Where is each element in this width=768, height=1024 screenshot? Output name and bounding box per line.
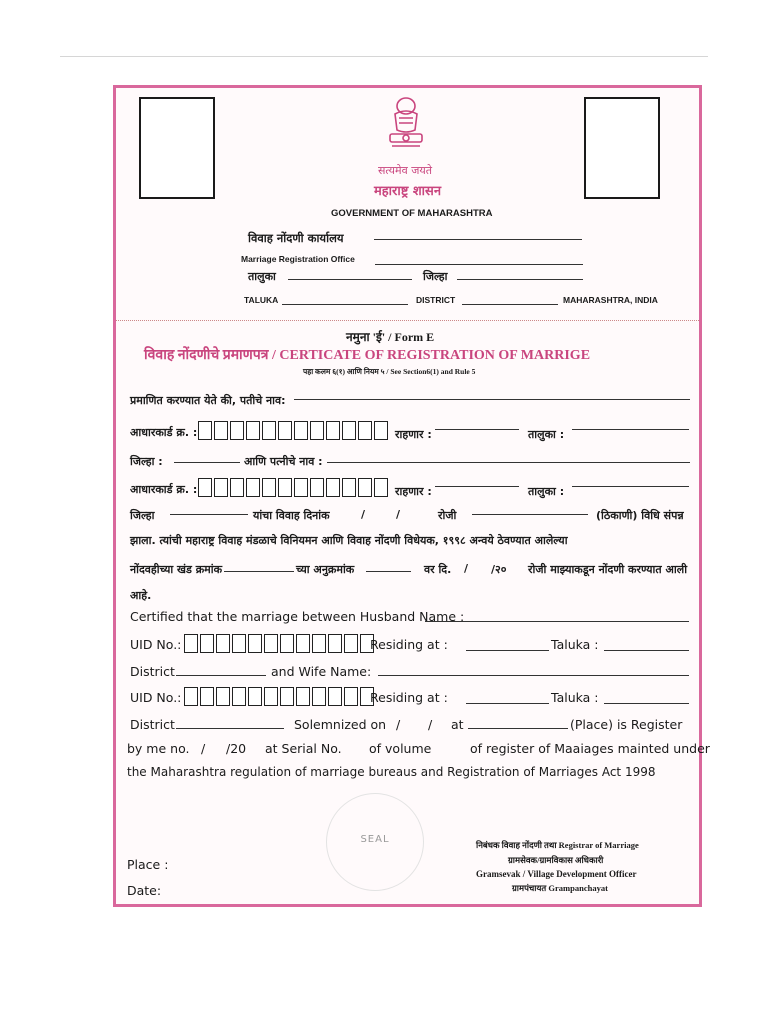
mr-year-slash: / (464, 562, 469, 575)
place-label: Place : (127, 857, 169, 872)
state-english: MAHARASHTRA, INDIA (563, 295, 658, 305)
en-uid-boxes-2[interactable] (184, 687, 376, 706)
mr-taluka-line-2 (572, 486, 689, 487)
en-solemnized-label: Solemnized on (294, 717, 387, 732)
en-register-text: of register of Maaiages mainted under (470, 741, 710, 756)
mr-residing-line-2 (435, 486, 519, 487)
taluka-line-en (282, 304, 408, 305)
district-line-en (462, 304, 558, 305)
district-line-mr (457, 279, 583, 280)
en-solemnized-slash-1: / (396, 717, 401, 732)
mr-aadhar-label-2: आधारकार्ड क्र. : (130, 483, 198, 496)
mr-roji-label: रोजी (438, 509, 457, 522)
mr-aahe: आहे. (130, 589, 152, 602)
en-uid-label-1: UID No.: (130, 637, 182, 652)
mr-aadhar-boxes-2[interactable] (198, 478, 390, 497)
mr-volume-line (224, 571, 294, 572)
signature-line-3: Gramsevak / Village Development Officer (476, 869, 637, 879)
seal-label: SEAL (360, 834, 390, 845)
ashoka-emblem-icon (382, 96, 430, 154)
en-place-register: (Place) is Register (570, 717, 683, 732)
en-uid-boxes-1[interactable] (184, 634, 376, 653)
mr-date-slash-2: / (396, 508, 401, 521)
husband-photo-box (139, 97, 215, 199)
mr-taluka-label-2: तालुका : (528, 485, 565, 498)
en-by-me-20: /20 (226, 741, 247, 756)
mr-aadhar-label-1: आधारकार्ड क्र. : (130, 426, 198, 439)
mr-wife-name-label: आणि पत्नीचे नाव : (244, 455, 323, 468)
mr-year-20: /२० (491, 563, 507, 576)
mr-wife-name-line (327, 462, 690, 463)
en-uid-label-2: UID No.: (130, 690, 182, 705)
en-taluka-label-2: Taluka : (551, 690, 599, 705)
mr-taluka-line-1 (572, 429, 689, 430)
mr-district-line-2 (170, 514, 248, 515)
en-residing-line-2 (466, 703, 549, 704)
mr-residing-label-2: राहणार : (395, 485, 432, 498)
page-top-rule (60, 56, 708, 57)
en-residing-label-1: Residing at : (370, 637, 448, 652)
mr-serial-line (366, 571, 411, 572)
office-english: Marriage Registration Office (241, 254, 355, 264)
mr-marriage-date-label: यांचा विवाह दिनांक (253, 509, 330, 522)
form-section: पहा कलम ६(१) आणि नियम ५ / See Section6(1) and Rule 5 (303, 367, 476, 376)
en-district-line-1 (176, 675, 266, 676)
district-marathi: जिल्हा (423, 270, 448, 283)
seal-circle (326, 793, 424, 891)
mr-register-volume-label: नोंदवहीच्या खंड क्रमांक (130, 563, 223, 576)
government-title: GOVERNMENT OF MAHARASHTRA (331, 208, 493, 219)
state-marathi: महाराष्ट्र शासन (374, 184, 442, 199)
form-number: नमुना 'ई' / Form E (346, 330, 435, 344)
mr-residing-line-1 (435, 429, 519, 430)
office-marathi: विवाह नोंदणी कार्यालय (248, 231, 344, 245)
mr-district-label: जिल्हा : (130, 455, 163, 468)
taluka-english: TALUKA (244, 295, 279, 305)
en-district-label-2: District (130, 717, 175, 732)
en-act-line: the Maharashtra regulation of marriage bureaus and Registration of Marriages Act 1998 (127, 765, 656, 779)
date-label: Date: (127, 883, 162, 898)
mr-serial-label: च्या अनुक्रमांक (296, 563, 355, 576)
en-place-line (468, 728, 568, 729)
en-wife-name-label: and Wife Name: (271, 664, 372, 679)
mr-place-line (472, 514, 588, 515)
form-title: विवाह नोंदणीचे प्रमाणपत्र / CERTICATE OF REGISTRATION OF MARRIGE (144, 348, 591, 363)
mr-registered-by: रोजी माझ्याकडून नोंदणी करण्यात आली (528, 563, 688, 576)
certificate-form (113, 85, 710, 907)
mr-certified-line: प्रमाणित करण्यात येते की, पतीचे नाव: (130, 394, 286, 407)
mr-act-line: झाला. त्यांची महाराष्ट्र विवाह मंडळाचे विनियमन आणि विवाह नोंदणी विधेयक, १९९८ अन्वये ठेवण्यात आलेल्या (130, 534, 568, 547)
mr-aadhar-boxes-1[interactable] (198, 421, 390, 440)
office-line (374, 239, 582, 240)
wife-photo-box (584, 97, 660, 199)
en-taluka-label-1: Taluka : (551, 637, 599, 652)
signature-line-1: निबंधक विवाह नोंदणी तथा Registrar of Marriage (476, 840, 639, 850)
header-divider (116, 320, 699, 321)
mr-date-slash-1: / (361, 508, 366, 521)
district-english: DISTRICT (416, 295, 456, 305)
en-wife-name-line (378, 675, 689, 676)
en-district-line-2 (176, 728, 284, 729)
mr-district-label-2: जिल्हा (130, 509, 155, 522)
mr-residing-label-1: राहणार : (395, 428, 432, 441)
en-taluka-line-2 (604, 703, 689, 704)
signature-line-4: ग्रामपंचायत Grampanchayat (512, 883, 608, 893)
mr-year-label: वर दि. (424, 563, 452, 576)
mr-district-line (174, 462, 240, 463)
en-volume-label: of volume (369, 741, 432, 756)
en-solemnized-slash-2: / (428, 717, 433, 732)
motto: सत्यमेव जयते (378, 164, 433, 177)
en-certified-line: Certified that the marriage between Husband Name : (130, 609, 465, 624)
mr-place-label: (ठिकाणी) विधि संपन्न (596, 509, 684, 522)
en-taluka-line-1 (604, 650, 689, 651)
taluka-line-mr (288, 279, 412, 280)
en-by-me-slash: / (201, 741, 206, 756)
mr-taluka-label-1: तालुका : (528, 428, 565, 441)
en-by-me-label: by me no. (127, 741, 190, 756)
en-residing-label-2: Residing at : (370, 690, 448, 705)
husband-name-line-mr (294, 399, 690, 400)
signature-line-2: ग्रामसेवक/ग्रामविकास अधिकारी (508, 855, 604, 865)
en-husband-name-line (425, 621, 689, 622)
taluka-marathi: तालुका (248, 270, 276, 283)
en-serial-label: at Serial No. (265, 741, 342, 756)
en-district-label-1: District (130, 664, 175, 679)
office-english-line (375, 264, 583, 265)
en-at-label: at (451, 717, 464, 732)
en-residing-line-1 (466, 650, 549, 651)
